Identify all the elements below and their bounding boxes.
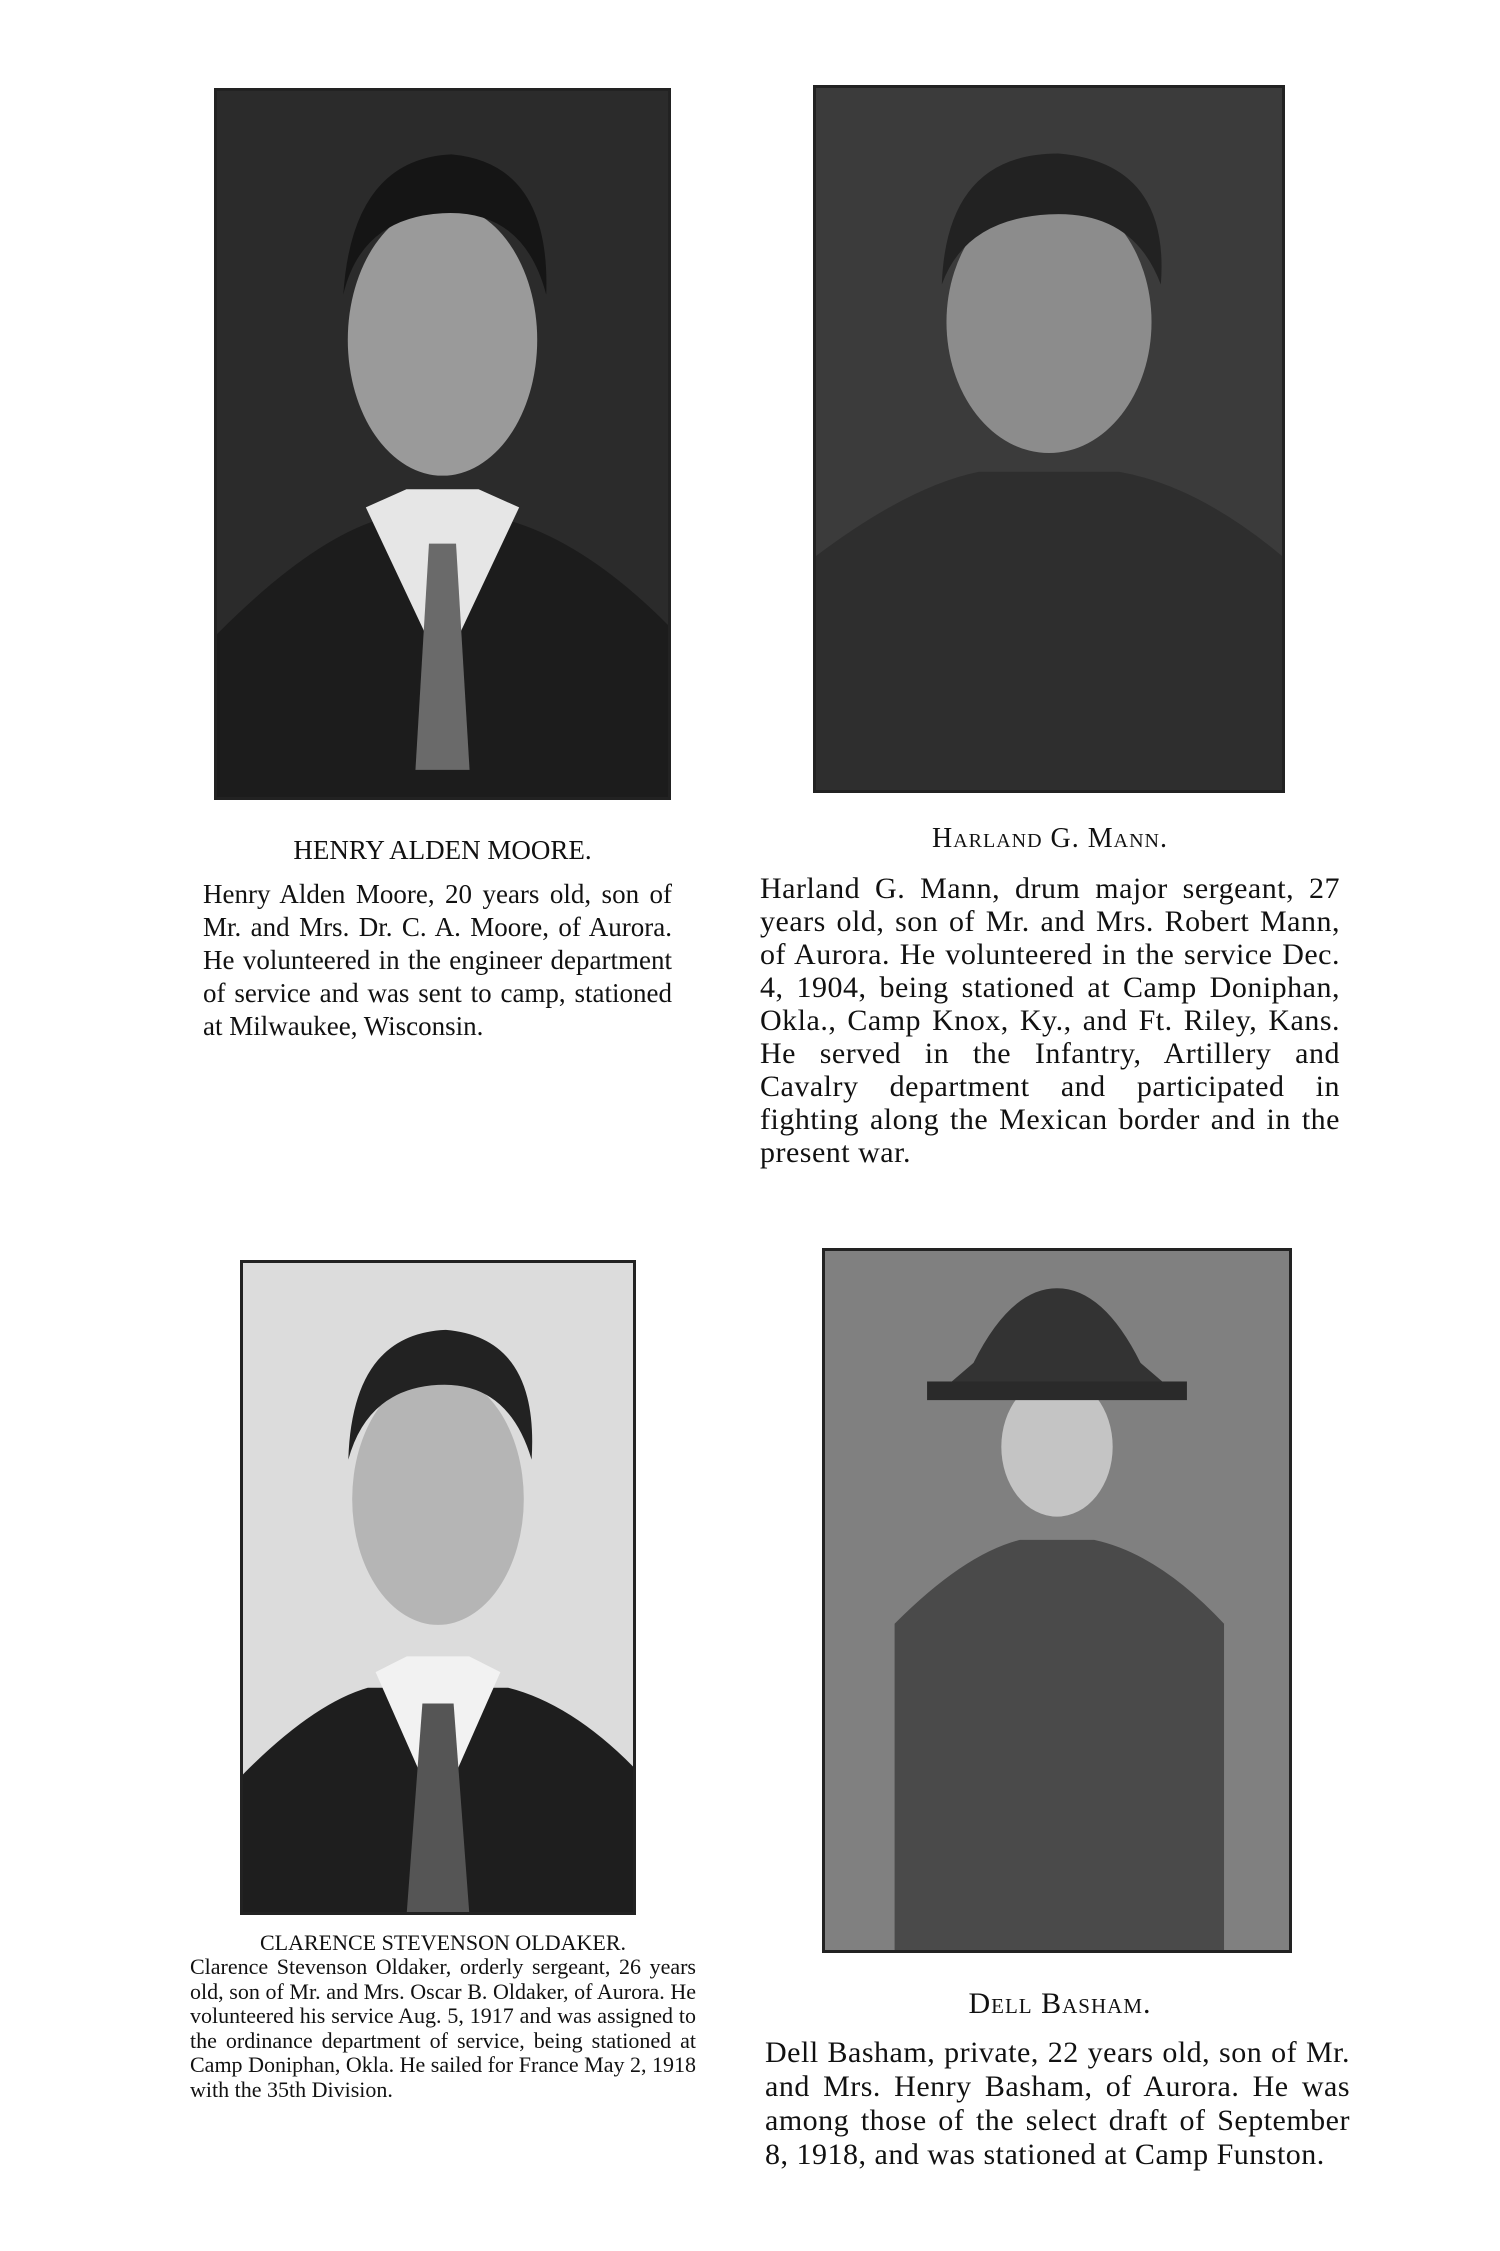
portrait-dell-basham <box>822 1248 1292 1953</box>
entry-name: Dell Basham. <box>968 1987 1152 2020</box>
entry-description: Henry Alden Moore, 20 years old, son of Mr. and Mrs. Dr. C. A. Moore, of Aurora. He volunteered in the engineer department of service and was sent to camp, stationed at Milwaukee, Wisconsin. <box>203 879 672 1041</box>
entry-description: Clarence Stevenson Oldaker, orderly sergeant, 26 years old, son of Mr. and Mrs. Oscar B. Oldaker, of Aurora. He volunteered his service Aug. 5, 1917 and was assigned to the ordinance department of service, being stationed at Camp Doniphan, Okla. He sailed for France May 2, 1918 with the 35th Division. <box>190 1954 696 2102</box>
entry-name: Harland G. Mann. <box>932 823 1168 854</box>
entry-description: Dell Basham, private, 22 years old, son of Mr. and Mrs. Henry Basham, of Aurora. He was among those of the select draft of September 8, 1918, and was stationed at Camp Funston. <box>765 2036 1350 2171</box>
entry-name: CLARENCE STEVENSON OLDAKER. <box>259 1930 627 1955</box>
portrait-henry-alden-moore <box>214 88 671 800</box>
entry-description: Harland G. Mann, drum major sergeant, 27 years old, son of Mr. and Mrs. Robert Mann, of Aurora. He volunteered in the service Dec. 4, 1904, being stationed at Camp Doniphan, Okla., Camp Knox, Ky., and Ft. Riley, Kans. He served in the Infantry, Artillery and Cavalry department and participated in fighting along the Mexican border and in the present war. <box>760 872 1340 1169</box>
entry-name: HENRY ALDEN MOORE. <box>293 835 592 865</box>
portrait-harland-g-mann <box>813 85 1285 793</box>
portrait-clarence-stevenson-oldaker <box>240 1260 636 1915</box>
